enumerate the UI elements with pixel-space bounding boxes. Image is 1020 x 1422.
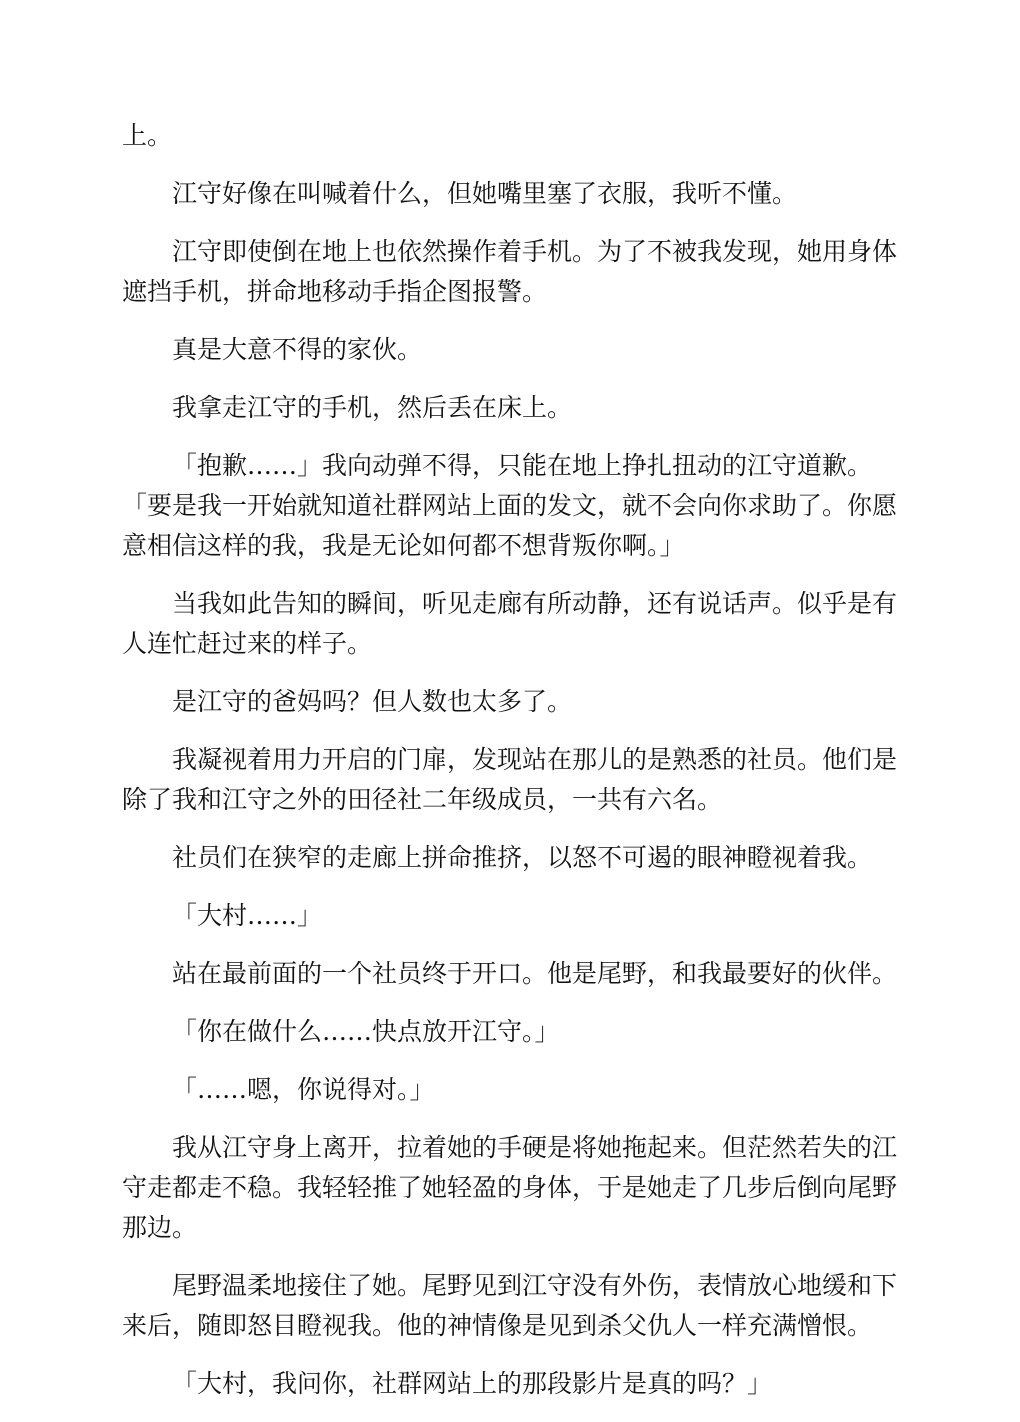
- paragraph-8: 当我如此告知的瞬间，听见走廊有所动静，还有说话声。似乎是有人连忙赶过来的样子。: [122, 589, 898, 658]
- paragraph-11: 社员们在狭窄的走廊上拼命推挤，以怒不可遏的眼神瞪视着我。: [172, 843, 873, 872]
- paragraph-1: 上。: [122, 121, 173, 150]
- paragraph-17: 尾野温柔地接住了她。尾野见到江守没有外伤，表情放心地缓和下来后，随即怒目瞪视我。他的神情像是见到杀父仇人一样充满憎恨。: [122, 1271, 898, 1340]
- paragraph-9: 是江守的爸妈吗？但人数也太多了。: [172, 687, 573, 716]
- paragraph-14: 「你在做什么……快点放开江守。」: [172, 1017, 560, 1046]
- paragraph-10: 我凝视着用力开启的门扉，发现站在那儿的是熟悉的社员。他们是除了我和江守之外的田径社二年级成员，一共有六名。: [122, 745, 898, 814]
- paragraph-13: 站在最前面的一个社员终于开口。他是尾野，和我最要好的伙伴。: [172, 959, 898, 988]
- paragraph-2: 江守好像在叫喊着什么，但她嘴里塞了衣服，我听不懂。: [172, 179, 798, 208]
- paragraph-12: 「大村……」: [172, 901, 323, 930]
- paragraph-5: 我拿走江守的手机，然后丢在床上。: [172, 393, 573, 422]
- paragraph-18: 「大村，我问你，社群网站上的那段影片是真的吗？」: [172, 1369, 773, 1398]
- body-text: [122, 116, 898, 1422]
- paragraph-16: 我从江守身上离开，拉着她的手硬是将她拖起来。但茫然若失的江守走都走不稳。我轻轻推了她轻盈的身体，于是她走了几步后倒向尾野那边。: [122, 1133, 898, 1242]
- paragraph-6: 「抱歉……」我向动弹不得，只能在地上挣扎扭动的江守道歉。: [172, 451, 873, 480]
- paragraph-7: 「要是我一开始就知道社群网站上面的发文，就不会向你求助了。你愿意相信这样的我，我是无论如何都不想背叛你啊。」: [122, 491, 898, 560]
- paragraph-3: 江守即使倒在地上也依然操作着手机。为了不被我发现，她用身体遮挡手机，拼命地移动手指企图报警。: [122, 237, 898, 306]
- paragraph-4: 真是大意不得的家伙。: [172, 335, 423, 364]
- paragraph-15: 「……嗯，你说得对。」: [172, 1075, 435, 1104]
